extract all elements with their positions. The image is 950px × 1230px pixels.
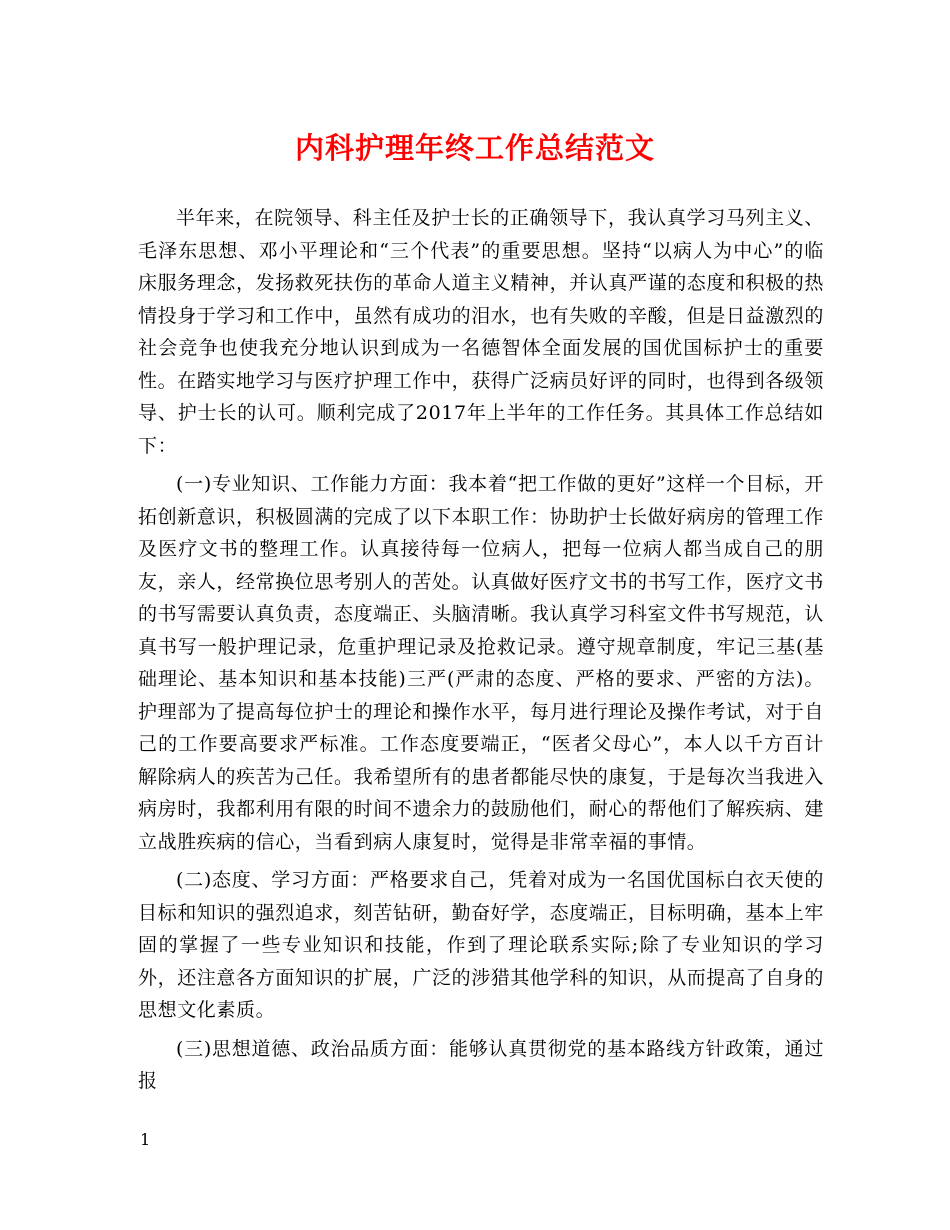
page-number: 1 — [140, 1130, 151, 1149]
document-body — [138, 202, 824, 1104]
paragraph-professional-knowledge: (一)专业知识、工作能力方面：我本着“把工作做的更好”这样一个目标，开拓创新意识，积极圆满的完成了以下本职工作：协助护士长做好病房的管理工作及医疗文书的整理工作。认真接待每一位病人，把每一位病人都当成自己的朋友，亲人，经常换位思考别人的苦处。认真做好医疗文书的书写工作，医疗文书的书写需要认真负责，态度端正、头脑清晰。我认真学习科室文件书写规范，认真书写一般护理记录，危重护理记录及抢救记录。遵守规章制度，牢记三基(基础理论、基本知识和基本技能)三严(严肃的态度、严格的要求、严密的方法)。护理部为了提高每位护士的理论和操作水平，每月进行理论及操作考试，对于自己的工作要高要求严标准。工作态度要端正，“医者父母心”，本人以千方百计解除病人的疾苦为己任。我希望所有的患者都能尽快的康复，于是每次当我进入病房时，我都利用有限的时间不遗余力的鼓励他们，耐心的帮他们了解疾病、建立战胜疾病的信心，当看到病人康复时，觉得是非常幸福的事情。 — [138, 473, 825, 853]
paragraph-ideology-politics: (三)思想道德、政治品质方面：能够认真贯彻党的基本路线方针政策，通过报 — [138, 1037, 824, 1092]
paragraph-intro: 半年来，在院领导、科主任及护士长的正确领导下，我认真学习马列主义、毛泽东思想、邓小平理论和“三个代表”的重要思想。坚持“以病人为中心”的临床服务理念，发扬救死扶伤的革命人道主义精神，并认真严谨的态度和积极的热情投身于学习和工作中，虽然有成功的泪水，也有失败的辛酸，但是日益激烈的社会竞争也使我充分地认识到成为一名德智体全面发展的国优国标护士的重要性。在踏实地学习与医疗护理工作中，获得广泛病员好评的同时，也得到各级领导、护士长的认可。顺利完成了2017年上半年的工作任务。其具体工作总结如下： — [138, 207, 825, 457]
document-title: 内科护理年终工作总结范文 — [294, 131, 655, 165]
paragraph-attitude-study: (二)态度、学习方面：严格要求自己，凭着对成为一名国优国标白衣天使的目标和知识的强烈追求，刻苦钻研，勤奋好学，态度端正，目标明确，基本上牢固的掌握了一些专业知识和技能，作到了理论联系实际;除了专业知识的学习外，还注意各方面知识的扩展，广泛的涉猎其他学科的知识，从而提高了自身的思想文化素质。 — [138, 869, 825, 1021]
